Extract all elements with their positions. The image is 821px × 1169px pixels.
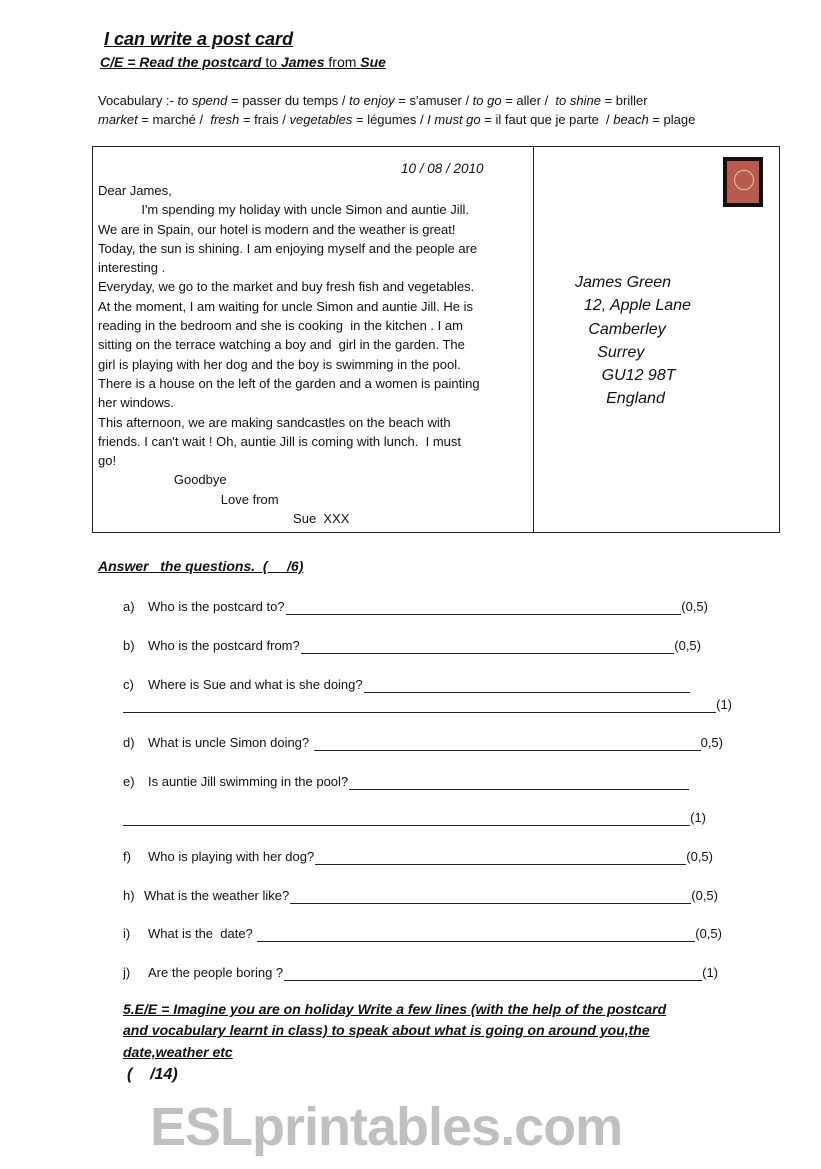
answer-line[interactable] — [284, 967, 702, 981]
vocab-translation: = plage — [648, 112, 696, 127]
subtitle-sue: Sue — [360, 54, 386, 70]
postcard — [92, 146, 780, 533]
eslprintables-watermark: ESLprintables.com — [150, 1097, 623, 1157]
question-text: Who is the postcard to? — [148, 599, 285, 614]
postcard-divider — [533, 147, 534, 532]
question-score: (0,5) — [695, 926, 722, 941]
question-c-line-2 — [122, 695, 732, 713]
question-f — [123, 847, 713, 865]
answer-line[interactable] — [290, 890, 691, 904]
answer-line[interactable] — [301, 640, 675, 654]
letter-line: Everyday, we go to the market and buy fresh fish and vegetables. — [98, 279, 475, 295]
question-score: (0,5) — [691, 888, 718, 903]
letter-line: This afternoon, we are making sandcastles on the beach with — [98, 414, 451, 430]
question-c — [123, 675, 690, 693]
vocab-term: I must go — [427, 112, 481, 127]
questions-heading: Answer the questions. ( /6) — [98, 558, 304, 574]
letter-line: her windows. — [98, 395, 174, 411]
question-h — [123, 886, 718, 904]
question-text: Who is playing with her dog? — [148, 849, 315, 864]
letter-line: We are in Spain, our hotel is modern and the weather is great! — [98, 221, 456, 237]
letter-line: Dear James, — [98, 183, 172, 198]
question-score: (0,5) — [681, 599, 708, 614]
letter-line: Goodbye — [98, 472, 227, 488]
subtitle-james: James — [280, 54, 325, 70]
task5-score: ( /14) — [127, 1066, 178, 1083]
answer-line[interactable] — [314, 737, 701, 751]
question-score: (1) — [690, 810, 706, 825]
question-label: f) — [123, 849, 131, 864]
vocab-term: to go — [472, 93, 502, 108]
question-i — [123, 924, 722, 942]
vocab-term: to spend — [177, 93, 228, 108]
vocab-term: beach — [613, 112, 649, 127]
vocab-translation: = passer du temps / — [227, 93, 350, 108]
answer-line[interactable] — [315, 851, 686, 865]
question-d — [123, 733, 723, 751]
question-text: What is uncle Simon doing? — [148, 735, 313, 750]
stamp-icon — [723, 157, 763, 207]
question-text: Is auntie Jill swimming in the pool? — [148, 774, 349, 789]
question-j — [123, 963, 718, 981]
letter-line: I'm spending my holiday with uncle Simon and auntie Jill. — [98, 202, 469, 218]
question-text: Are the people boring ? — [148, 965, 284, 980]
question-b — [123, 636, 701, 654]
vocab-translation: = frais / — [239, 112, 290, 127]
worksheet-title: I can write a post card — [104, 29, 294, 49]
letter-line: girl is playing with her dog and the boy is swimming in the pool. — [98, 356, 461, 372]
vocab-translation: Vocabulary :- — [98, 93, 178, 108]
answer-line[interactable] — [123, 812, 690, 826]
task5-line-1: 5.E/E = Imagine you are on holiday Write a few lines (with the help of the postcard — [123, 1001, 667, 1017]
letter-line: friends. I can't wait ! Oh, auntie Jill is coming with lunch. I must — [98, 433, 462, 449]
address-line: 12, Apple Lane — [575, 297, 691, 315]
vocab-term: vegetables — [289, 112, 353, 127]
subtitle-to: to — [261, 54, 281, 70]
question-text: What is the date? — [148, 926, 257, 941]
address-line: England — [575, 390, 665, 408]
question-label: h) — [123, 888, 135, 903]
letter-line: There is a house on the left of the garden and a women is painting — [98, 375, 480, 391]
address-line: Surrey — [575, 343, 645, 361]
vocab-translation: = s'amuser / — [394, 93, 473, 108]
subtitle-from: from — [324, 54, 361, 70]
question-label: d) — [123, 735, 135, 750]
vocab-term: to shine — [555, 93, 601, 108]
letter-line: Love from — [98, 491, 279, 507]
letter-line: sitting on the terrace watching a boy and girl in the garden. The — [98, 337, 465, 353]
letter-line: reading in the bedroom and she is cooking in the kitchen . I am — [98, 318, 463, 334]
vocabulary-line-1 — [98, 93, 648, 109]
task5-line-2: and vocabulary learnt in class) to speak about what is going on around you,the — [123, 1022, 650, 1038]
question-label: b) — [123, 638, 135, 653]
question-score: (0,5) — [674, 638, 701, 653]
vocab-term: to enjoy — [349, 93, 395, 108]
answer-line[interactable] — [286, 601, 682, 615]
postcard-address — [575, 271, 691, 411]
address-line: Camberley — [575, 320, 666, 338]
vocab-translation: = aller / — [501, 93, 556, 108]
worksheet-subtitle — [100, 54, 386, 71]
letter-line: Today, the sun is shining. I am enjoying myself and the people are — [98, 240, 478, 256]
letter-line: Sue XXX — [98, 511, 350, 527]
vocab-term: fresh — [210, 112, 240, 127]
answer-line[interactable] — [364, 679, 690, 693]
question-text: Who is the postcard from? — [148, 638, 300, 653]
question-label: j) — [123, 965, 131, 980]
question-label: c) — [123, 677, 134, 692]
subtitle-task: C/E = Read the postcard — [100, 54, 262, 70]
vocab-translation: = légumes / — [352, 112, 428, 127]
vocab-translation: = marché / — [137, 112, 211, 127]
question-score: (0,5) — [686, 849, 713, 864]
letter-line: go! — [98, 453, 117, 469]
address-line: GU12 98T — [575, 367, 676, 385]
question-label: a) — [123, 599, 135, 614]
question-label: e) — [123, 774, 135, 789]
vocab-translation: = il faut que je parte / — [480, 112, 614, 127]
question-e — [123, 772, 689, 790]
answer-line[interactable] — [123, 699, 716, 713]
vocab-term: market — [98, 112, 138, 127]
postcard-letter — [98, 181, 530, 528]
answer-line[interactable] — [257, 928, 695, 942]
question-score: 0,5) — [700, 735, 723, 750]
vocab-translation: = briller — [600, 93, 648, 108]
postcard-date: 10 / 08 / 2010 — [401, 161, 484, 176]
address-line: James Green — [575, 274, 672, 291]
vocabulary-line-2 — [98, 112, 695, 128]
question-text: Where is Sue and what is she doing? — [148, 677, 363, 692]
letter-line: interesting . — [98, 260, 166, 276]
answer-line[interactable] — [349, 776, 689, 790]
question-e-line-2 — [122, 808, 706, 826]
question-score: (1) — [702, 965, 718, 980]
letter-line: At the moment, I am waiting for uncle Simon and auntie Jill. He is — [98, 298, 474, 314]
task5-line-3: date,weather etc — [123, 1044, 233, 1060]
question-a — [123, 597, 708, 615]
question-label: i) — [123, 926, 131, 941]
question-text: What is the weather like? — [144, 888, 290, 903]
question-score: (1) — [716, 697, 732, 712]
